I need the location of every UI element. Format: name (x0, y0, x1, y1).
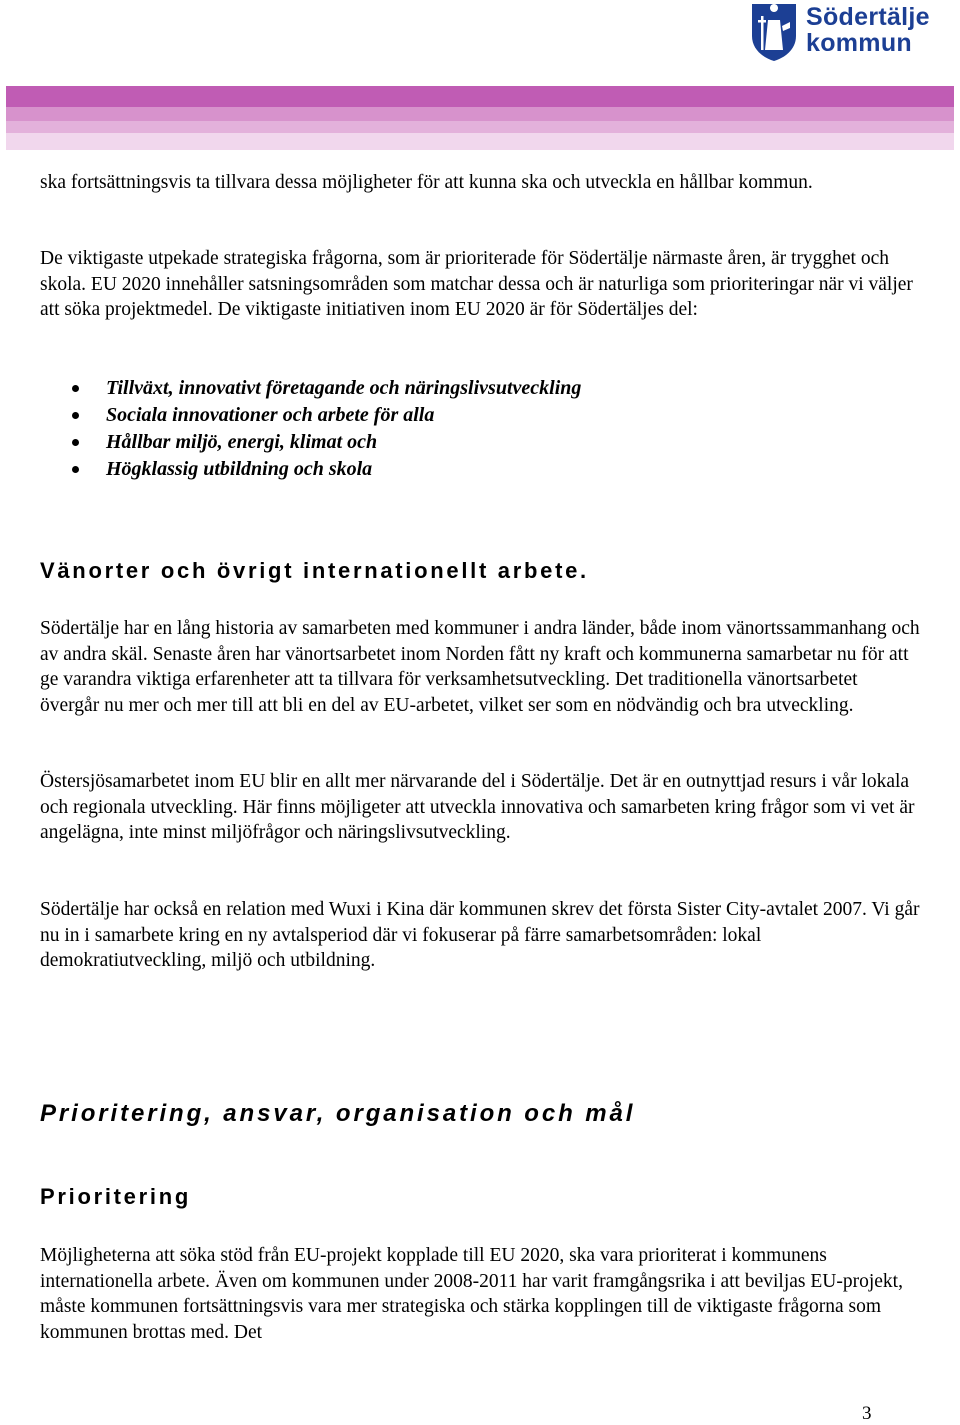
header-stripe (6, 107, 954, 121)
paragraph: De viktigaste utpekade strategiska frågorna, som är prioriterade för Södertälje närmaste åren, är trygghet och skola. EU 2020 innehåller satsningsområden som matchar dessa och är naturliga som prioriteringar när vi väljer att söka projektmedel. De viktigaste initiativen inom EU 2020 är för Södertäljes del: (40, 248, 913, 320)
chapter-heading: Prioritering, ansvar, organisation och mål (40, 1100, 636, 1127)
paragraph: Östersjösamarbetet inom EU blir en allt mer närvarande del i Södertälje. Det är en outnyttjad resurs i vår lokala och regionala utveckling. Här finns möjligeter att utveckla innovativa och samarbeten kring frågor som vi vet är angelägna, inte minst miljöfrågor och näringslivsutveckling. (40, 771, 915, 843)
paragraph: ska fortsättningsvis ta tillvara dessa möjligheter för att kunna ska och utveckla en hållbar kommun. (40, 172, 813, 193)
header-stripes (6, 86, 954, 150)
paragraph: Södertälje har en lång historia av samarbeten med kommuner i andra länder, både inom vänortssammanhang och av andra skäl. Senaste åren har vänortsarbetet inom Norden fått ny kraft och kommunerna samarbetar nu för att ge varandra viktiga erfarenheter att ta tillvara för verksamhetsutveckling. Det traditionella vänortsarbetet övergår nu mer och mer till att bli en del av EU-arbetet, vilket ser som en nödvändig och bra utveckling. (40, 618, 920, 716)
paragraph: Södertälje har också en relation med Wuxi i Kina där kommunen skrev det första Sister City-avtalet 2007. Vi går nu in i samarbete kring en ny avtalsperiod där vi fokuserar på färre samarbetsområden: lokal demokratiutveckling, miljö och utbildning. (40, 899, 920, 971)
list-item: Hållbar miljö, energi, klimat och (40, 429, 581, 456)
list-item: Sociala innovationer och arbete för alla (40, 402, 581, 429)
logo-line-1: Södertälje (806, 3, 930, 31)
bullet-list (40, 375, 581, 483)
section-heading: Vänorter och övrigt internationellt arbete. (40, 558, 589, 583)
coat-of-arms-icon (750, 2, 798, 62)
section-heading: Prioritering (40, 1184, 191, 1209)
header-stripe (6, 86, 954, 107)
page-number: 3 (862, 1403, 872, 1424)
sodertalje-kommun-logo (748, 0, 958, 64)
logo-line-2: kommun (806, 29, 912, 57)
list-item: Tillväxt, innovativt företagande och näringslivsutveckling (40, 375, 581, 402)
header-stripe (6, 121, 954, 133)
paragraph: Möjligheterna att söka stöd från EU-projekt kopplade till EU 2020, ska vara prioriterat i kommunens internationella arbete. Även om kommunen under 2008-2011 har varit framgångsrika i att beviljas EU-projekt, måste kommunen fortsättningsvis vara mer strategiska och stärka kopplingen till de viktigaste frågorna som kommunen brottas med. Det (40, 1245, 903, 1343)
logo-wordmark (806, 4, 930, 56)
header-stripe (6, 133, 954, 150)
list-item: Högklassig utbildning och skola (40, 456, 581, 483)
